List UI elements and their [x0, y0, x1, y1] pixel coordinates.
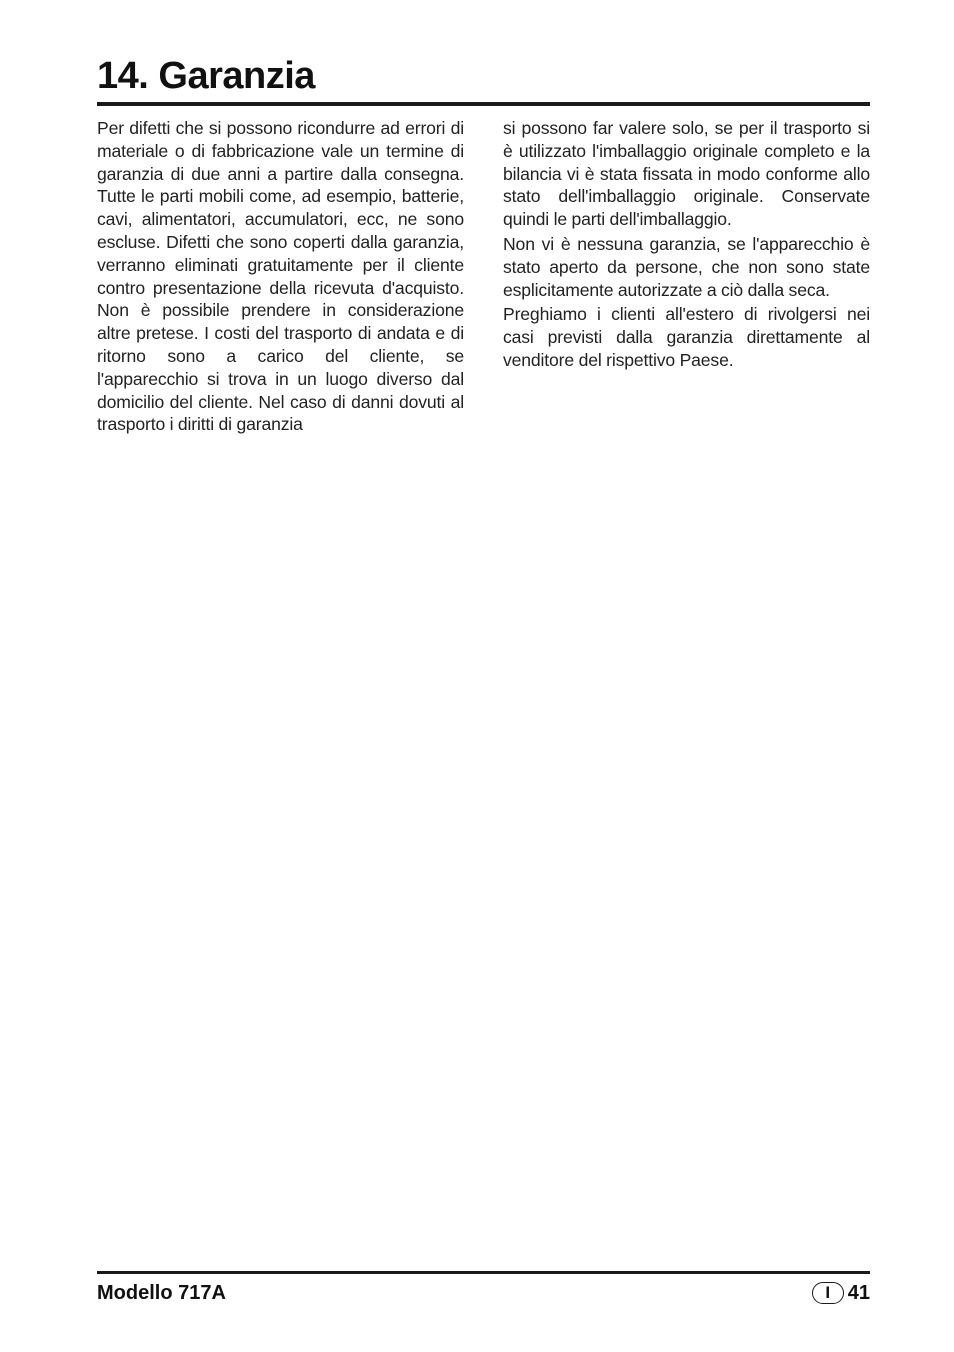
paragraph-warranty-terms: Per difetti che si possono ricondurre ad errori di materiale o di fabbricazione vale un termine di garanzia di due anni a partire dalla consegna. Tutte le parti mobili come, ad esempio, batterie, cavi, alimentatori, accumulatori, ecc, ne sono escluse. Difetti che sono coperti dalla garanzia, verranno eliminati gratuitamente per il cliente contro presentazione della ricevuta d'acquisto. Non è possibile prendere in considerazione altre pretese. I costi del trasporto di andata e di ritorno sono a carico del cliente, se l'apparecchio si trova in un luogo diverso dal domicilio del cliente. Nel caso di danni dovuti al trasporto i diritti di garanzia: [97, 118, 464, 435]
footer-divider: [97, 1271, 870, 1274]
page-title: 14. Garanzia: [97, 55, 315, 97]
right-text-column: [503, 117, 870, 374]
page-number: 41: [847, 1282, 870, 1304]
left-text-column: [97, 117, 464, 438]
footer-model-name: Modello 717A: [97, 1282, 226, 1304]
footer-page-info: [812, 1280, 870, 1306]
language-badge: I: [812, 1282, 844, 1304]
paragraph-no-warranty: Non vi è nessuna garanzia, se l'apparecchio è stato aperto da persone, che non sono state esplicitamente autorizzate a ciò dalla seca.: [503, 233, 870, 300]
paragraph-foreign-customers: Preghiamo i clienti all'estero di rivolgersi nei casi previsti dalla garanzia direttamente al venditore del rispettivo Paese.: [503, 304, 870, 370]
paragraph-transport-packaging: si possono far valere solo, se per il trasporto si è utilizzato l'imballaggio originale completo e la bilancia vi è stata fissata in modo conforme allo stato dell'imballaggio originale. Conservate quindi le parti dell'imballaggio.: [503, 118, 870, 230]
title-divider: [97, 102, 870, 106]
